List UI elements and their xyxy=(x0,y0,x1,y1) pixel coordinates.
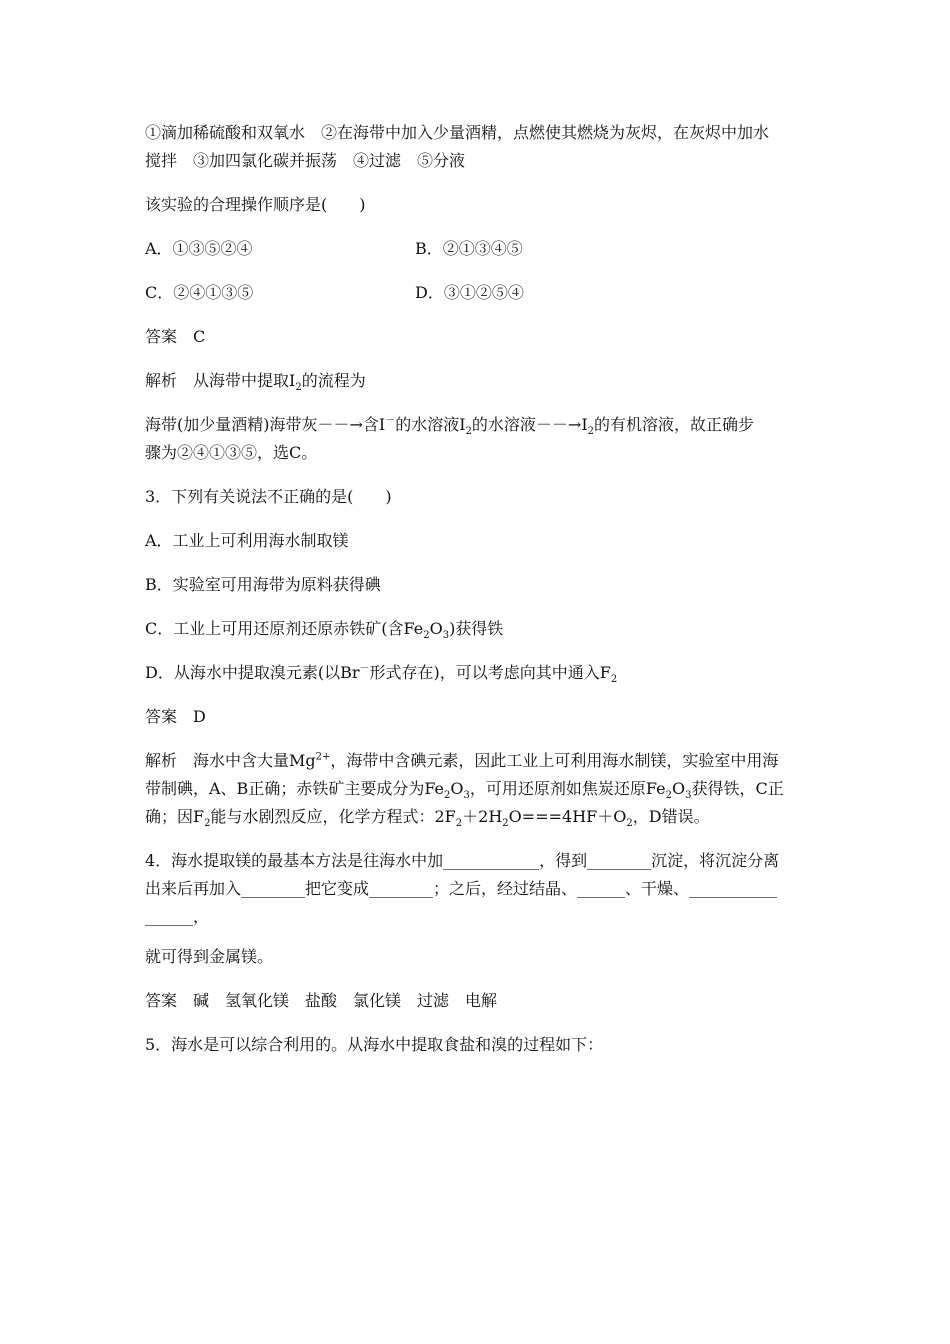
superscript: 2+ xyxy=(315,751,331,763)
q3-option-b: B．实验室可用海带为原料获得碘 xyxy=(145,575,381,594)
subscript: 2 xyxy=(465,426,472,438)
subscript: 2 xyxy=(295,382,302,394)
q2-option-a: A．①③⑤②④ xyxy=(145,239,253,258)
subscript: 2 xyxy=(204,818,211,830)
q3-stem: 3．下列有关说法不正确的是( ) xyxy=(145,487,392,506)
text: 形式存在)，可以考虑向其中通入F xyxy=(369,663,611,682)
text: 解析 海水中含大量Mg xyxy=(145,751,316,770)
q4-line3: ______， xyxy=(145,907,210,926)
text: 确；因F xyxy=(145,807,205,826)
q2-option-b: B．②①③④⑤ xyxy=(415,239,523,258)
q4-line2: 出来后再加入________把它变成________；之后，经过结晶、______、干燥、___________ xyxy=(145,879,778,898)
text: D．从海水中提取溴元素(以Br xyxy=(145,663,360,682)
q4-line4: 就可得到金属镁。 xyxy=(145,947,274,966)
text: O===4HF＋O xyxy=(508,807,627,826)
text: O xyxy=(671,779,686,798)
subscript: 2 xyxy=(444,790,451,802)
superscript: － xyxy=(385,415,396,427)
text: 带制碘，A、B正确；赤铁矿主要成分为Fe xyxy=(145,779,445,798)
q3-option-a: A．工业上可利用海水制取镁 xyxy=(145,531,349,550)
subscript: 3 xyxy=(685,790,692,802)
q2-options-row2 xyxy=(145,278,810,308)
text: 海带(加少量酒精)海带灰－－→含I xyxy=(145,415,386,434)
text: O xyxy=(429,619,443,638)
q2-stem: 该实验的合理操作顺序是( ) xyxy=(145,195,366,214)
q3-answer: 答案 D xyxy=(145,707,206,726)
q3-option-c xyxy=(145,614,810,644)
q3-analysis-line1 xyxy=(145,746,810,776)
q4-answer: 答案 碱 氢氧化镁 盐酸 氯化镁 过滤 电解 xyxy=(145,991,498,1010)
subscript: 2 xyxy=(665,790,672,802)
text: ，海带中含碘元素，因此工业上可利用海水制镁，实验室中用海 xyxy=(330,751,779,770)
text: 的有机溶液，故正确步 xyxy=(594,415,755,434)
q2-steps-line2: 搅拌 ③加四氯化碳并振荡 ④过滤 ⑤分液 xyxy=(145,151,466,170)
subscript: 2 xyxy=(455,818,463,830)
text: 的水溶液I xyxy=(395,415,466,434)
subscript: 3 xyxy=(442,630,450,642)
text: 的水溶液－－→I xyxy=(471,415,588,434)
subscript: 2 xyxy=(502,818,509,830)
text: ＋2H xyxy=(462,807,503,826)
q2-analysis-line1 xyxy=(145,366,810,396)
q3-option-d xyxy=(145,658,810,688)
q2-option-c: C．②④①③⑤ xyxy=(145,283,254,302)
text: 解析 从海带中提取I xyxy=(145,371,296,390)
q2-steps-line1: ①滴加稀硫酸和双氧水 ②在海带中加入少量酒精，点燃使其燃烧为灰烬，在灰烬中加水 xyxy=(145,123,770,142)
q2-flow-line1 xyxy=(145,410,810,440)
q2-option-d: D．③①②⑤④ xyxy=(415,283,524,302)
text: )获得铁 xyxy=(449,619,504,638)
superscript: － xyxy=(359,663,370,675)
q5-stem: 5．海水是可以综合利用的。从海水中提取食盐和溴的过程如下： xyxy=(145,1035,604,1054)
text: ，D错误。 xyxy=(632,807,710,826)
text: ，可用还原剂如焦炭还原Fe xyxy=(469,779,666,798)
text: C．工业上可用还原剂还原赤铁矿(含Fe xyxy=(145,619,424,638)
text: 的流程为 xyxy=(301,371,366,390)
q4-line1: 4．海水提取镁的最基本方法是往海水中加____________，得到________沉淀，将沉淀分离 xyxy=(145,851,780,870)
subscript: 2 xyxy=(610,674,618,686)
text: O xyxy=(450,779,464,798)
q3-analysis-line3 xyxy=(145,802,810,832)
text: 获得铁，C正 xyxy=(691,779,784,798)
q2-options-row1 xyxy=(145,234,810,264)
text: 能与水剧烈反应，化学方程式：2F xyxy=(210,807,456,826)
subscript: 2 xyxy=(423,630,430,642)
q3-analysis-line2 xyxy=(145,774,810,804)
subscript: 2 xyxy=(587,426,595,438)
q2-answer: 答案 C xyxy=(145,327,206,346)
subscript: 2 xyxy=(626,818,633,830)
q2-flow-line2: 骤为②④①③⑤，选C。 xyxy=(145,443,318,462)
subscript: 3 xyxy=(463,790,470,802)
